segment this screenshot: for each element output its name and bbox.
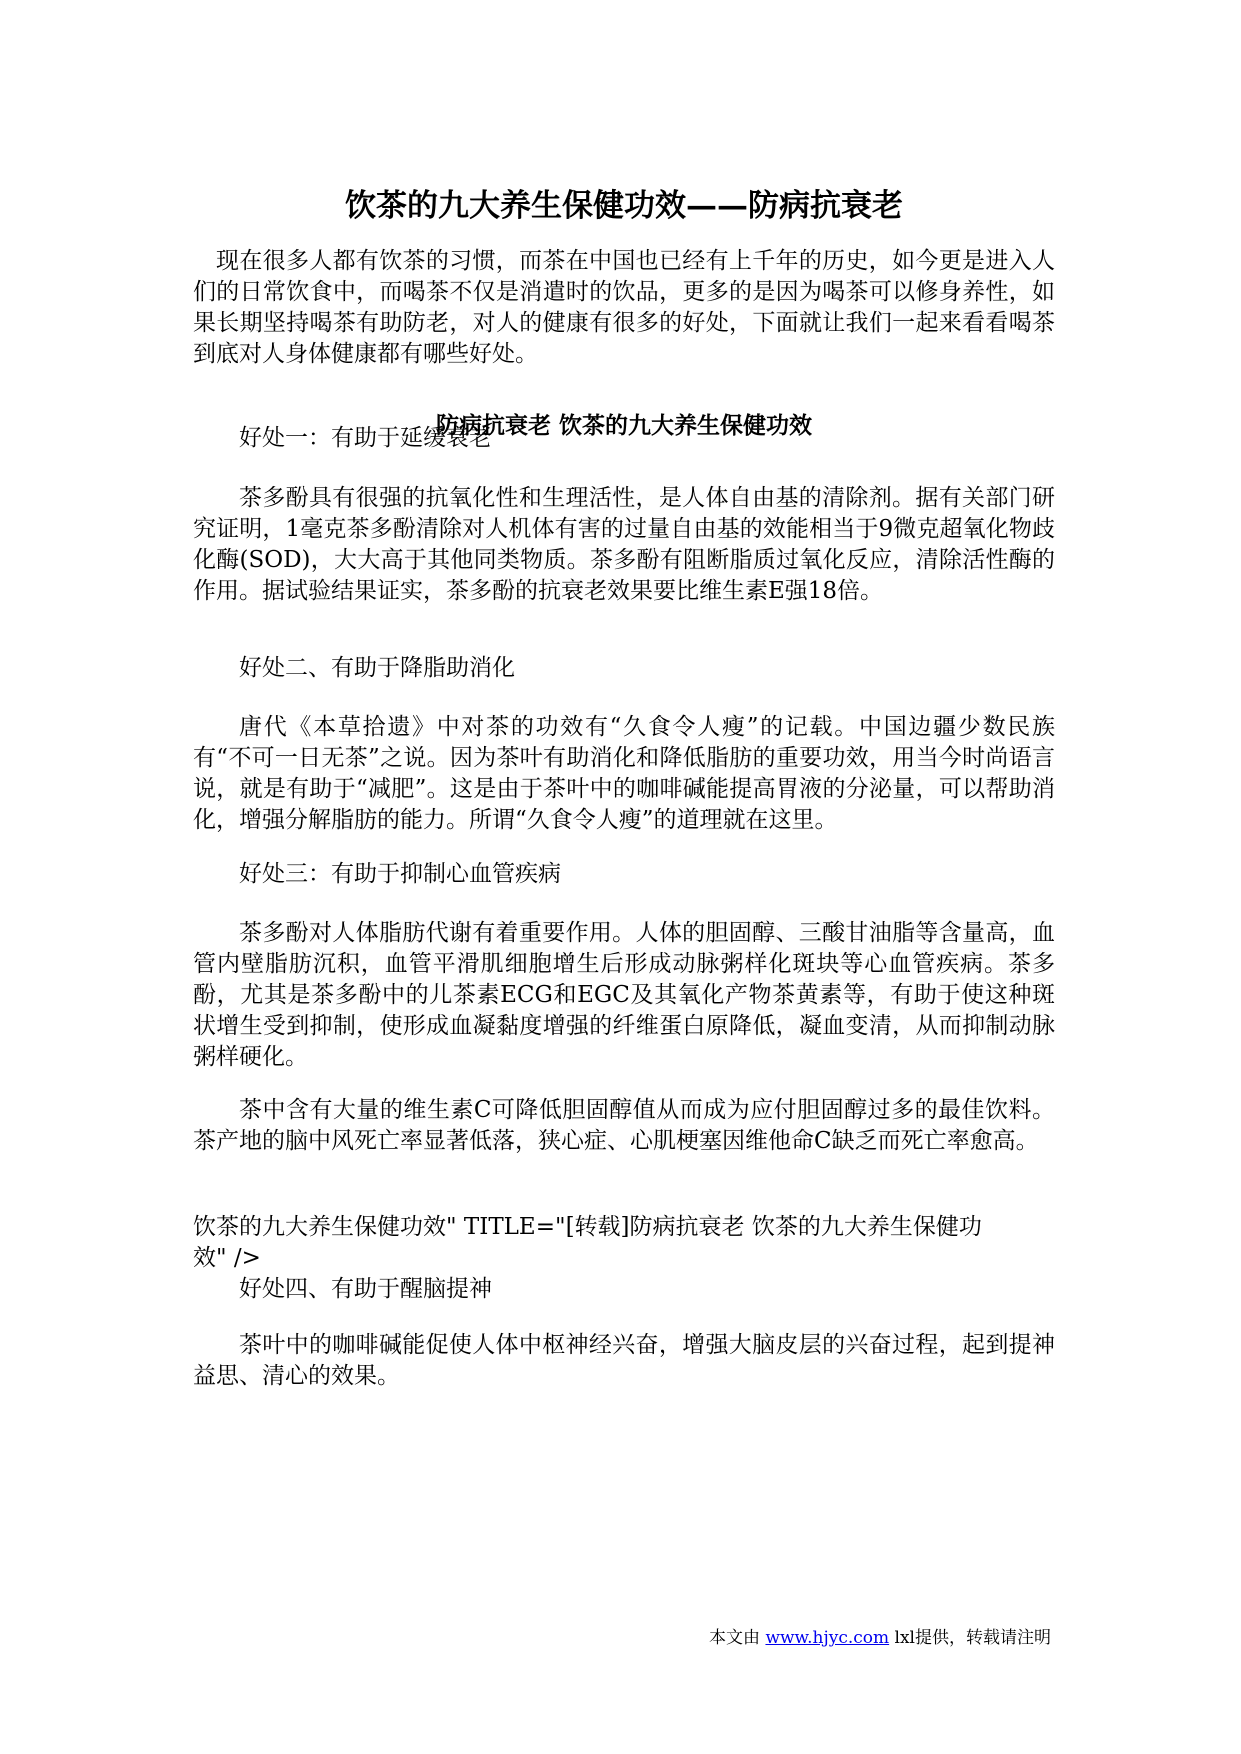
footer-prefix: 本文由 [709, 1628, 761, 1648]
section-subtitle: 防病抗衰老 饮茶的九大养生保健功效 [435, 412, 812, 439]
benefit-1-heading: 好处一：有助于延缓衰老 [239, 425, 492, 451]
document-title: 饮茶的九大养生保健功效——防病抗衰老 [345, 188, 903, 224]
benefit-3-paragraph-2: 茶中含有大量的维生素C可降低胆固醇值从而成为应付胆固醇过多的最佳饮料。茶产地的脑中风死亡率显著低落，狭心症、心肌梗塞因维他命C缺乏而死亡率愈高。 [193, 1097, 1055, 1154]
embedded-code-fragment [193, 1212, 1055, 1305]
benefit-2-paragraph: 唐代《本草拾遗》中对茶的功效有“久食令人瘦”的记载。中国边疆少数民族有“不可一日无茶”之说。因为茶叶有助消化和降低脂肪的重要功效，用当今时尚语言说，就是有助于“减肥”。这是由于茶叶中的咖啡碱能提高胃液的分泌量，可以帮助消化，增强分解脂肪的能力。所谓“久食令人瘦”的道理就在这里。 [193, 714, 1055, 833]
footer-link[interactable]: www.hjyc.com [765, 1628, 890, 1648]
benefit-4-paragraph: 茶叶中的咖啡碱能促使人体中枢神经兴奋，增强大脑皮层的兴奋过程，起到提神益思、清心的效果。 [193, 1332, 1055, 1389]
embedded-code-line-2: 效" /> [193, 1245, 261, 1271]
benefit-2-heading: 好处二、有助于降脂助消化 [239, 655, 515, 681]
page-footer [709, 1627, 1051, 1649]
benefit-3-paragraph-1: 茶多酚对人体脂肪代谢有着重要作用。人体的胆固醇、三酸甘油脂等含量高，血管内壁脂肪沉积，血管平滑肌细胞增生后形成动脉粥样化斑块等心血管疾病。茶多酚，尤其是茶多酚中的儿茶素ECG和EGC及其氧化产物茶黄素等，有助于使这种斑状增生受到抑制，使形成血凝黏度增强的纤维蛋白原降低，凝血变清，从而抑制动脉粥样硬化。 [193, 920, 1055, 1070]
embedded-code-line-1: 饮茶的九大养生保健功效" TITLE="[转载]防病抗衰老 饮茶的九大养生保健功 [193, 1214, 982, 1240]
footer-suffix: lxl提供，转载请注明 [894, 1628, 1051, 1648]
benefit-4-heading: 好处四、有助于醒脑提神 [239, 1276, 492, 1302]
benefit-3-heading: 好处三：有助于抑制心血管疾病 [239, 861, 561, 887]
benefit-1-paragraph: 茶多酚具有很强的抗氧化性和生理活性，是人体自由基的清除剂。据有关部门研究证明，1毫克茶多酚清除对人机体有害的过量自由基的效能相当于9微克超氧化物歧化酶(SOD)，大大高于其他同类物质。茶多酚有阻断脂质过氧化反应，清除活性酶的作用。据试验结果证实，茶多酚的抗衰老效果要比维生素E强18倍。 [193, 485, 1055, 604]
intro-paragraph: 现在很多人都有饮茶的习惯，而茶在中国也已经有上千年的历史，如今更是进入人们的日常饮食中，而喝茶不仅是消遣时的饮品，更多的是因为喝茶可以修身养性，如果长期坚持喝茶有助防老，对人的健康有很多的好处，下面就让我们一起来看看喝茶到底对人身体健康都有哪些好处。 [193, 248, 1055, 367]
